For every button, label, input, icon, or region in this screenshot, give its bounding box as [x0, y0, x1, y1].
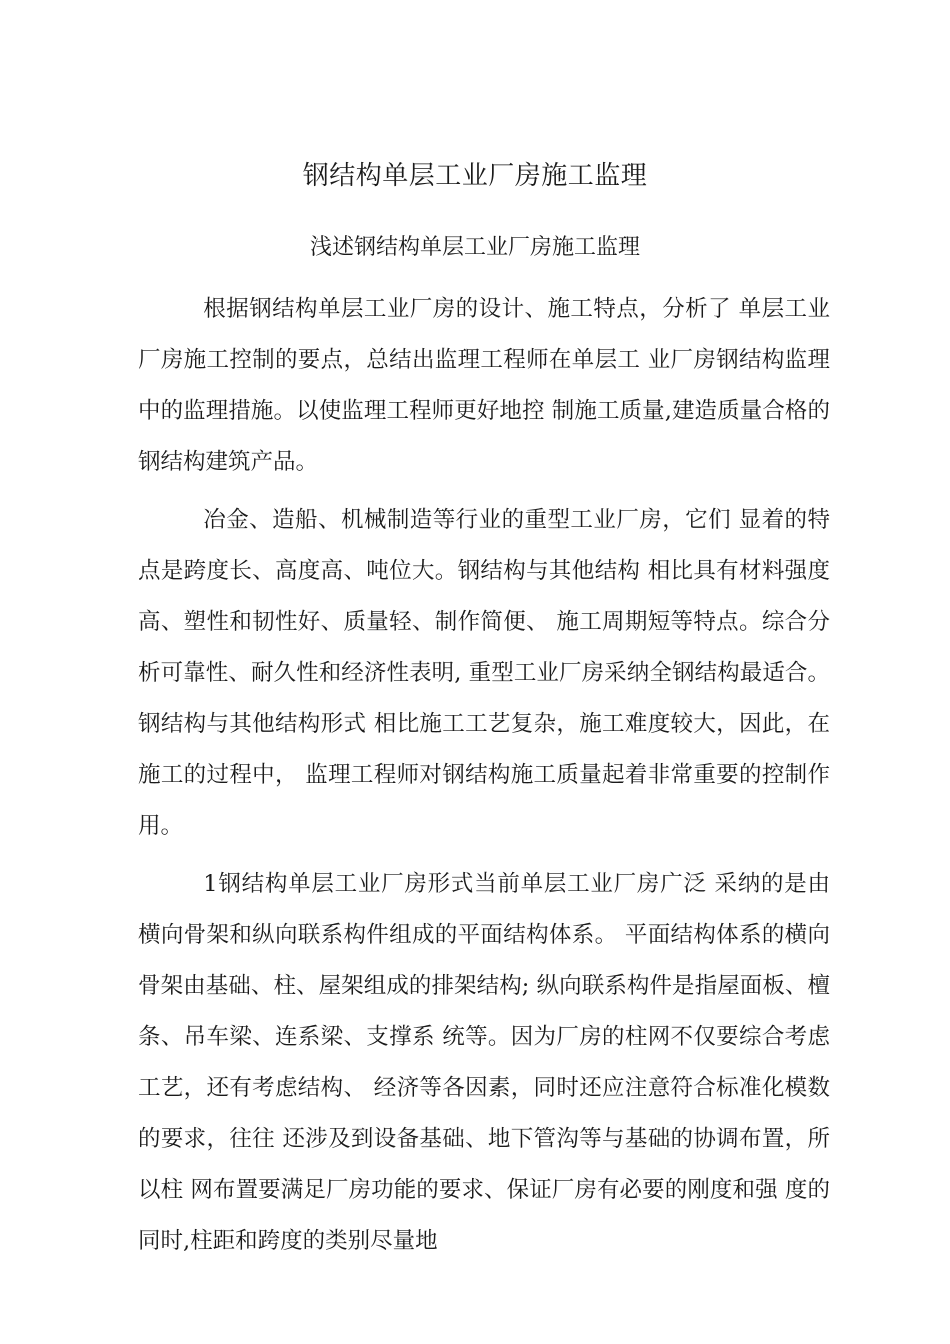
document-title: 钢结构单层工业厂房施工监理 [302, 161, 648, 191]
document-body [138, 284, 830, 1274]
paragraph-intro: 根据钢结构单层工业厂房的设计、施工特点，分析了 单层工业厂房施工控制的要点，总结出监理工程师在单层工 业厂房钢结构监理中的监理措施。以使监理工程师更好地控 制施工质量,建造质量合格的钢结构建筑产品。 [138, 296, 830, 475]
paragraph-background: 冶金、造船、机械制造等行业的重型工业厂房，它们 显着的特点是跨度长、高度高、吨位大。钢结构与其他结构 相比具有材料强度高、塑性和韧性好、质量轻、制作简便、 施工周期短等特点。综合分析可靠性、耐久性和经济性表明, 重型工业厂房采纳全钢结构最适合。钢结构与其他结构形式 相比施工工艺复杂，施工难度较大，因此，在施工的过程中， 监理工程师对钢结构施工质量起着非常重要的控制作用。 [138, 507, 830, 839]
paragraph-section-1: 1钢结构单层工业厂房形式当前单层工业厂房广泛 采纳的是由横向骨架和纵向联系构件组成的平面结构体系。 平面结构体系的横向骨架由基础、柱、屋架组成的排架结构; 纵向联系构件是指屋面板、檀条、吊车梁、连系梁、支撑系 统等。因为厂房的柱网不仅要综合考虑工艺，还有考虑结构、 经济等各因素，同时还应注意符合标准化模数的要求，往往 还涉及到设备基础、地下管沟等与基础的协调布置，所以柱 网布置要满足厂房功能的要求、保证厂房有必要的刚度和强 度的同时,柱距和跨度的类别尽量地 [138, 871, 830, 1254]
document-subtitle: 浅述钢结构单层工业厂房施工监理 [309, 235, 640, 260]
